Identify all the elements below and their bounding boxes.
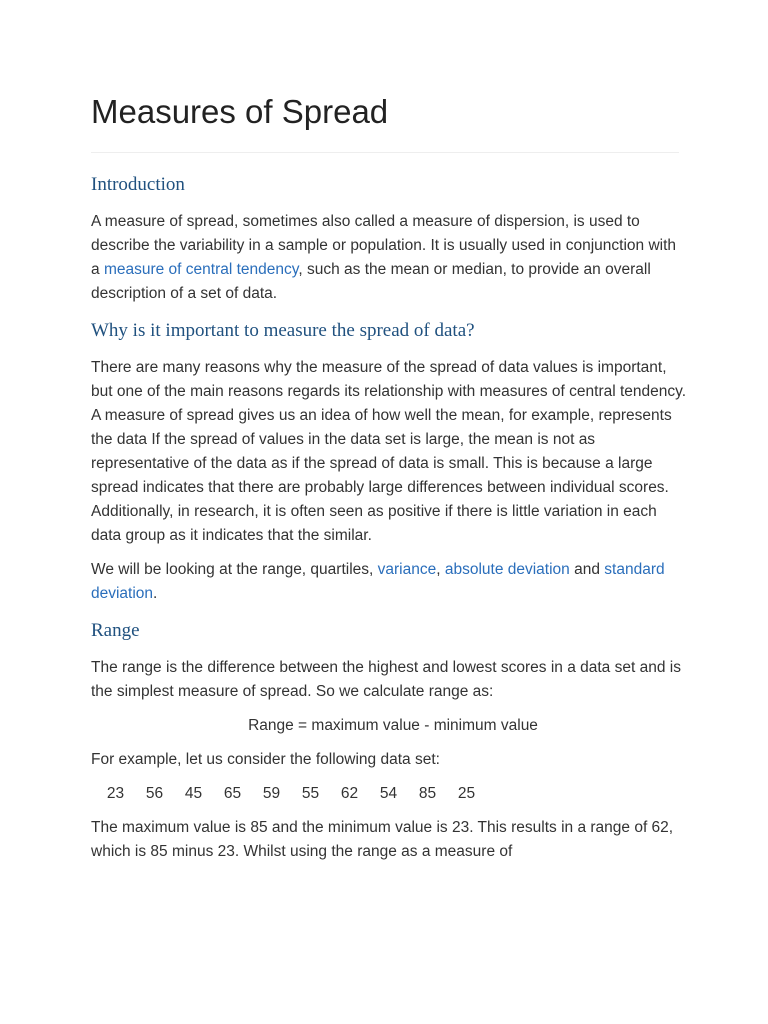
looking-at-paragraph bbox=[91, 558, 687, 606]
range-conclusion: The maximum value is 85 and the minimum value is 23. This results in a range of 62, which is 85 minus 23. Whilst using the range as a measure of bbox=[91, 819, 674, 860]
dataset-value: 23 bbox=[106, 785, 125, 802]
introduction-text-1: A measure of spread, sometimes also called a measure of dispersion, is used to describe the variability in a sample or population. It is usually used in conjunction with a bbox=[91, 213, 677, 278]
looking-at-and: and bbox=[569, 561, 605, 578]
looking-at-text: We will be looking at the range, quartiles, bbox=[91, 561, 378, 578]
dataset-value: 55 bbox=[301, 785, 320, 802]
article-body bbox=[91, 170, 687, 874]
dataset-value: 85 bbox=[418, 785, 437, 802]
dataset-value: 25 bbox=[457, 785, 476, 802]
title-divider bbox=[91, 152, 679, 153]
link-standard-deviation[interactable]: standard deviation bbox=[91, 561, 665, 602]
range-definition: The range is the difference between the highest and lowest scores in a data set and is the simplest measure of spread. So we calculate range as: bbox=[91, 659, 681, 700]
looking-at-comma: , bbox=[436, 561, 445, 578]
example-dataset bbox=[91, 782, 687, 806]
link-absolute-deviation[interactable]: absolute deviation bbox=[444, 561, 570, 578]
heading-introduction: Introduction bbox=[91, 174, 185, 195]
dataset-value: 65 bbox=[223, 785, 242, 802]
example-intro: For example, let us consider the following data set: bbox=[91, 751, 440, 768]
page-title: Measures of Spread bbox=[91, 93, 389, 130]
heading-why-important: Why is it important to measure the spread of data? bbox=[91, 320, 475, 341]
heading-range: Range bbox=[91, 620, 140, 641]
link-variance[interactable]: variance bbox=[377, 561, 437, 578]
dataset-value: 45 bbox=[184, 785, 203, 802]
range-formula: Range = maximum value - minimum value bbox=[248, 717, 538, 734]
dataset-value: 54 bbox=[379, 785, 398, 802]
looking-at-period: . bbox=[153, 585, 158, 602]
dataset-value: 62 bbox=[340, 785, 359, 802]
why-paragraph: There are many reasons why the measure of the spread of data values is important, but one of the main reasons regards its relationship with measures of central tendency. A measure of spread gives us an idea of how well the mean, for example, represents the data If the spread of values in the data set is large, the mean is not as representative of the data as if the spread of data is small. This is because a large spread indicates that there are probably large differences between individual scores. Additionally, in research, it is often seen as positive if there is little variation in each data group as it indicates that the similar. bbox=[91, 359, 687, 544]
dataset-value: 56 bbox=[145, 785, 164, 802]
introduction-paragraph bbox=[91, 210, 687, 306]
introduction-text-2: , such as the mean or median, to provide an overall description of a set of data. bbox=[91, 261, 651, 302]
dataset-value: 59 bbox=[262, 785, 281, 802]
link-measure-of-central-tendency[interactable]: measure of central tendency bbox=[103, 261, 299, 278]
